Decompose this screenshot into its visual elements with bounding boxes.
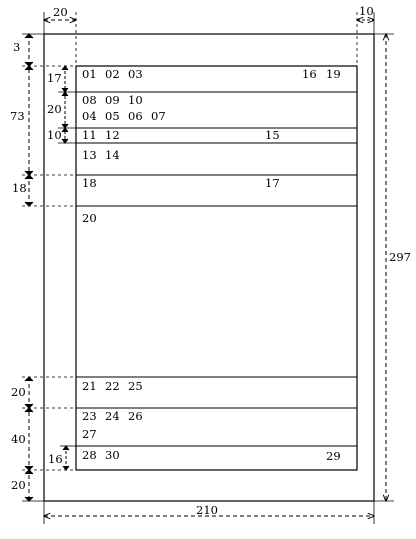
field-15: 15 xyxy=(265,128,280,142)
dim-row-40-label: 40 xyxy=(11,432,26,446)
field-10: 10 xyxy=(128,93,143,107)
field-26: 26 xyxy=(128,409,143,423)
field-25: 25 xyxy=(128,379,143,393)
field-01: 01 xyxy=(82,67,97,81)
field-20: 20 xyxy=(82,211,97,225)
field-08: 08 xyxy=(82,93,97,107)
field-14: 14 xyxy=(105,148,120,162)
dim-row-18-label: 18 xyxy=(12,181,27,195)
field-02: 02 xyxy=(105,67,120,81)
dim-row-20-label: 20 xyxy=(11,385,26,399)
field-22: 22 xyxy=(105,379,120,393)
field-27: 27 xyxy=(82,427,97,441)
dim-page-height-label: 297 xyxy=(389,250,411,264)
dim-row-16-label: 16 xyxy=(48,452,63,466)
field-12: 12 xyxy=(105,128,120,142)
field-17: 17 xyxy=(265,176,280,190)
field-23: 23 xyxy=(82,409,97,423)
field-11: 11 xyxy=(82,128,97,142)
field-18: 18 xyxy=(82,176,97,190)
field-07: 07 xyxy=(151,109,166,123)
dim-left-margin-label: 20 xyxy=(53,5,68,19)
dim-top-margin-label: 3 xyxy=(13,40,21,54)
dim-right-margin-label: 10 xyxy=(359,4,374,18)
field-30: 30 xyxy=(105,448,120,462)
dim-page-width-label: 210 xyxy=(196,503,218,517)
field-28: 28 xyxy=(82,448,97,462)
field-05: 05 xyxy=(105,109,120,123)
dim-block-20-label: 20 xyxy=(47,102,62,116)
field-24: 24 xyxy=(105,409,120,423)
field-29: 29 xyxy=(326,449,341,463)
field-21: 21 xyxy=(82,379,97,393)
dim-block-10-label: 10 xyxy=(47,128,62,142)
field-19: 19 xyxy=(326,67,341,81)
field-06: 06 xyxy=(128,109,143,123)
field-16: 16 xyxy=(302,67,317,81)
field-03: 03 xyxy=(128,67,143,81)
dim-header-height-label: 73 xyxy=(10,109,25,123)
field-13: 13 xyxy=(82,148,97,162)
dim-bottom-margin-label: 20 xyxy=(11,478,26,492)
field-04: 04 xyxy=(82,109,97,123)
field-09: 09 xyxy=(105,93,120,107)
dim-block-17-label: 17 xyxy=(47,71,62,85)
